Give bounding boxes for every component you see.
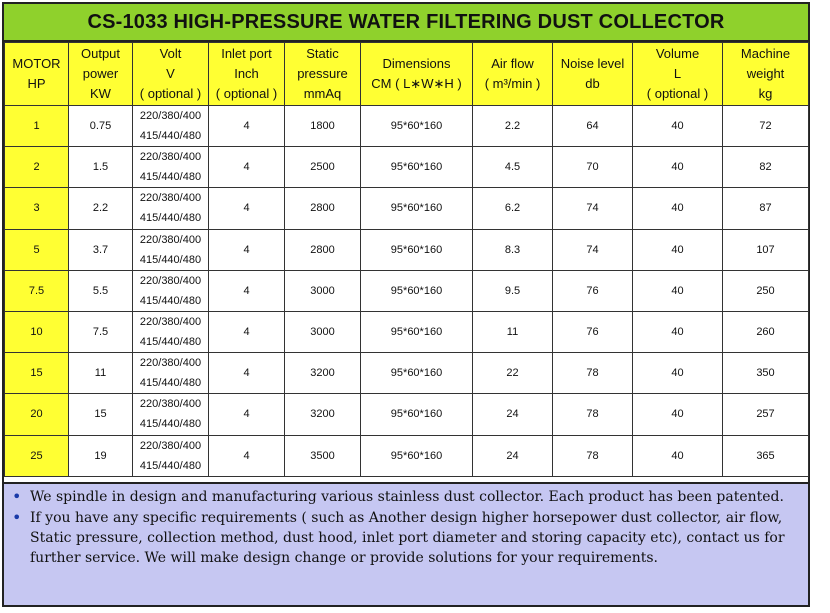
cell-dims: 95*60*160 — [361, 188, 473, 229]
cell-airflow: 2.2 — [473, 106, 553, 147]
table-row — [5, 394, 809, 435]
cell-volt — [133, 229, 209, 270]
header-line: Noise level — [560, 56, 625, 71]
bullet-icon: • — [12, 508, 22, 527]
cell-airflow: 8.3 — [473, 229, 553, 270]
volt-line: 220/380/400 — [139, 439, 202, 452]
header-line: Volume — [655, 46, 700, 61]
spec-sheet — [2, 2, 810, 607]
cell-kw: 3.7 — [69, 229, 133, 270]
volt-line: 220/380/400 — [139, 398, 202, 411]
cell-pressure: 3200 — [285, 394, 361, 435]
header-line: Machine — [740, 46, 791, 61]
cell-kw: 1.5 — [69, 147, 133, 188]
spec-table — [4, 42, 809, 477]
cell-noise: 78 — [553, 394, 633, 435]
header-line: Inch — [234, 66, 259, 81]
cell-noise: 74 — [553, 188, 633, 229]
table-row — [5, 229, 809, 270]
cell-dims: 95*60*160 — [361, 394, 473, 435]
cell-inlet: 4 — [209, 394, 285, 435]
cell-volume: 40 — [633, 229, 723, 270]
header-line: ( optional ) — [139, 86, 202, 101]
table-row — [5, 353, 809, 394]
cell-pressure: 3500 — [285, 435, 361, 476]
cell-inlet: 4 — [209, 106, 285, 147]
cell-volt — [133, 270, 209, 311]
header-dimensions — [361, 43, 473, 106]
header-line: Inlet port — [221, 46, 272, 61]
volt-line: 415/440/480 — [139, 130, 202, 143]
cell-airflow: 9.5 — [473, 270, 553, 311]
cell-hp: 7.5 — [5, 270, 69, 311]
table-row — [5, 106, 809, 147]
header-line: Output — [80, 46, 121, 61]
cell-inlet: 4 — [209, 435, 285, 476]
header-line: kg — [758, 86, 773, 101]
header-volume — [633, 43, 723, 106]
page-title: CS-1033 HIGH-PRESSURE WATER FILTERING DUST COLLECTOR — [4, 4, 808, 42]
cell-dims: 95*60*160 — [361, 353, 473, 394]
note-text: We spindle in design and manufacturing various stainless dust collector. Each product has been patented. — [30, 489, 784, 505]
table-body — [5, 106, 809, 477]
cell-volt — [133, 311, 209, 352]
cell-inlet: 4 — [209, 353, 285, 394]
cell-pressure: 3200 — [285, 353, 361, 394]
header-output-power — [69, 43, 133, 106]
cell-kw: 5.5 — [69, 270, 133, 311]
cell-volt — [133, 394, 209, 435]
cell-airflow: 24 — [473, 394, 553, 435]
cell-weight: 107 — [723, 229, 809, 270]
cell-dims: 95*60*160 — [361, 270, 473, 311]
cell-hp: 15 — [5, 353, 69, 394]
cell-volume: 40 — [633, 147, 723, 188]
volt-line: 415/440/480 — [139, 418, 202, 431]
cell-noise: 76 — [553, 270, 633, 311]
note-item — [12, 508, 800, 568]
volt-line: 415/440/480 — [139, 336, 202, 349]
volt-line: 220/380/400 — [139, 316, 202, 329]
header-air-flow — [473, 43, 553, 106]
header-inlet-port — [209, 43, 285, 106]
header-line: weight — [746, 66, 785, 81]
volt-line: 415/440/480 — [139, 377, 202, 390]
cell-volume: 40 — [633, 311, 723, 352]
table-row — [5, 147, 809, 188]
cell-kw: 2.2 — [69, 188, 133, 229]
header-line: V — [166, 66, 175, 81]
cell-airflow: 11 — [473, 311, 553, 352]
header-line: KW — [90, 86, 111, 101]
notes-box — [4, 482, 808, 605]
header-line: Static — [306, 46, 339, 61]
cell-volume: 40 — [633, 188, 723, 229]
header-static-pressure — [285, 43, 361, 106]
cell-pressure: 2800 — [285, 188, 361, 229]
cell-hp: 2 — [5, 147, 69, 188]
cell-airflow: 22 — [473, 353, 553, 394]
cell-inlet: 4 — [209, 270, 285, 311]
cell-volume: 40 — [633, 435, 723, 476]
cell-weight: 72 — [723, 106, 809, 147]
header-line: ( optional ) — [215, 86, 278, 101]
table-row — [5, 435, 809, 476]
table-row — [5, 270, 809, 311]
cell-inlet: 4 — [209, 229, 285, 270]
cell-volume: 40 — [633, 394, 723, 435]
cell-noise: 76 — [553, 311, 633, 352]
cell-weight: 260 — [723, 311, 809, 352]
cell-noise: 78 — [553, 435, 633, 476]
cell-pressure: 2500 — [285, 147, 361, 188]
header-row — [5, 43, 809, 106]
cell-volt — [133, 188, 209, 229]
cell-volt — [133, 147, 209, 188]
volt-line: 415/440/480 — [139, 253, 202, 266]
cell-hp: 3 — [5, 188, 69, 229]
cell-hp: 25 — [5, 435, 69, 476]
cell-weight: 82 — [723, 147, 809, 188]
cell-volt — [133, 435, 209, 476]
header-line: CM ( L∗W∗H ) — [371, 76, 462, 91]
cell-dims: 95*60*160 — [361, 311, 473, 352]
cell-weight: 250 — [723, 270, 809, 311]
cell-volume: 40 — [633, 270, 723, 311]
cell-inlet: 4 — [209, 188, 285, 229]
cell-kw: 15 — [69, 394, 133, 435]
cell-volume: 40 — [633, 353, 723, 394]
note-item — [12, 487, 800, 507]
cell-weight: 87 — [723, 188, 809, 229]
cell-pressure: 1800 — [285, 106, 361, 147]
volt-line: 415/440/480 — [139, 212, 202, 225]
volt-line: 415/440/480 — [139, 171, 202, 184]
header-line: pressure — [297, 66, 348, 81]
cell-weight: 350 — [723, 353, 809, 394]
header-noise-level — [553, 43, 633, 106]
cell-kw: 0.75 — [69, 106, 133, 147]
header-line: mmAq — [303, 86, 342, 101]
volt-line: 220/380/400 — [139, 357, 202, 370]
cell-volt — [133, 353, 209, 394]
cell-weight: 257 — [723, 394, 809, 435]
cell-hp: 20 — [5, 394, 69, 435]
header-volt — [133, 43, 209, 106]
cell-kw: 11 — [69, 353, 133, 394]
cell-noise: 70 — [553, 147, 633, 188]
volt-line: 220/380/400 — [139, 110, 202, 123]
cell-dims: 95*60*160 — [361, 435, 473, 476]
cell-noise: 64 — [553, 106, 633, 147]
table-row — [5, 188, 809, 229]
header-machine-weight — [723, 43, 809, 106]
header-line: Volt — [159, 46, 182, 61]
volt-line: 220/380/400 — [139, 151, 202, 164]
volt-line: 220/380/400 — [139, 192, 202, 205]
cell-airflow: 4.5 — [473, 147, 553, 188]
cell-dims: 95*60*160 — [361, 229, 473, 270]
header-line: ( optional ) — [646, 86, 709, 101]
cell-dims: 95*60*160 — [361, 147, 473, 188]
cell-hp: 1 — [5, 106, 69, 147]
volt-line: 415/440/480 — [139, 294, 202, 307]
header-line: ( m³/min ) — [484, 76, 541, 91]
note-text: If you have any specific requirements ( such as Another design higher horsepower dust collector, air flow, Static pressure, collection method, dust hood, inlet port diameter and storing capacity etc), contact us for further service. We will make design change or provide solutions for your requirements. — [30, 510, 785, 566]
header-line: Dimensions — [382, 56, 451, 71]
header-motor-hp — [5, 43, 69, 106]
cell-hp: 10 — [5, 311, 69, 352]
cell-hp: 5 — [5, 229, 69, 270]
cell-pressure: 3000 — [285, 311, 361, 352]
header-line: db — [585, 76, 600, 91]
cell-kw: 19 — [69, 435, 133, 476]
table-row — [5, 311, 809, 352]
cell-volume: 40 — [633, 106, 723, 147]
cell-pressure: 3000 — [285, 270, 361, 311]
cell-weight: 365 — [723, 435, 809, 476]
cell-pressure: 2800 — [285, 229, 361, 270]
cell-noise: 74 — [553, 229, 633, 270]
cell-inlet: 4 — [209, 311, 285, 352]
bullet-icon: • — [12, 487, 22, 506]
cell-dims: 95*60*160 — [361, 106, 473, 147]
volt-line: 220/380/400 — [139, 274, 202, 287]
volt-line: 415/440/480 — [139, 459, 202, 472]
header-line: Air flow — [491, 56, 534, 71]
header-line: HP — [27, 76, 46, 91]
cell-inlet: 4 — [209, 147, 285, 188]
cell-noise: 78 — [553, 353, 633, 394]
cell-volt — [133, 106, 209, 147]
cell-airflow: 24 — [473, 435, 553, 476]
header-line: power — [82, 66, 119, 81]
cell-kw: 7.5 — [69, 311, 133, 352]
cell-airflow: 6.2 — [473, 188, 553, 229]
header-line: MOTOR — [12, 56, 61, 71]
volt-line: 220/380/400 — [139, 233, 202, 246]
header-line: L — [673, 66, 682, 81]
